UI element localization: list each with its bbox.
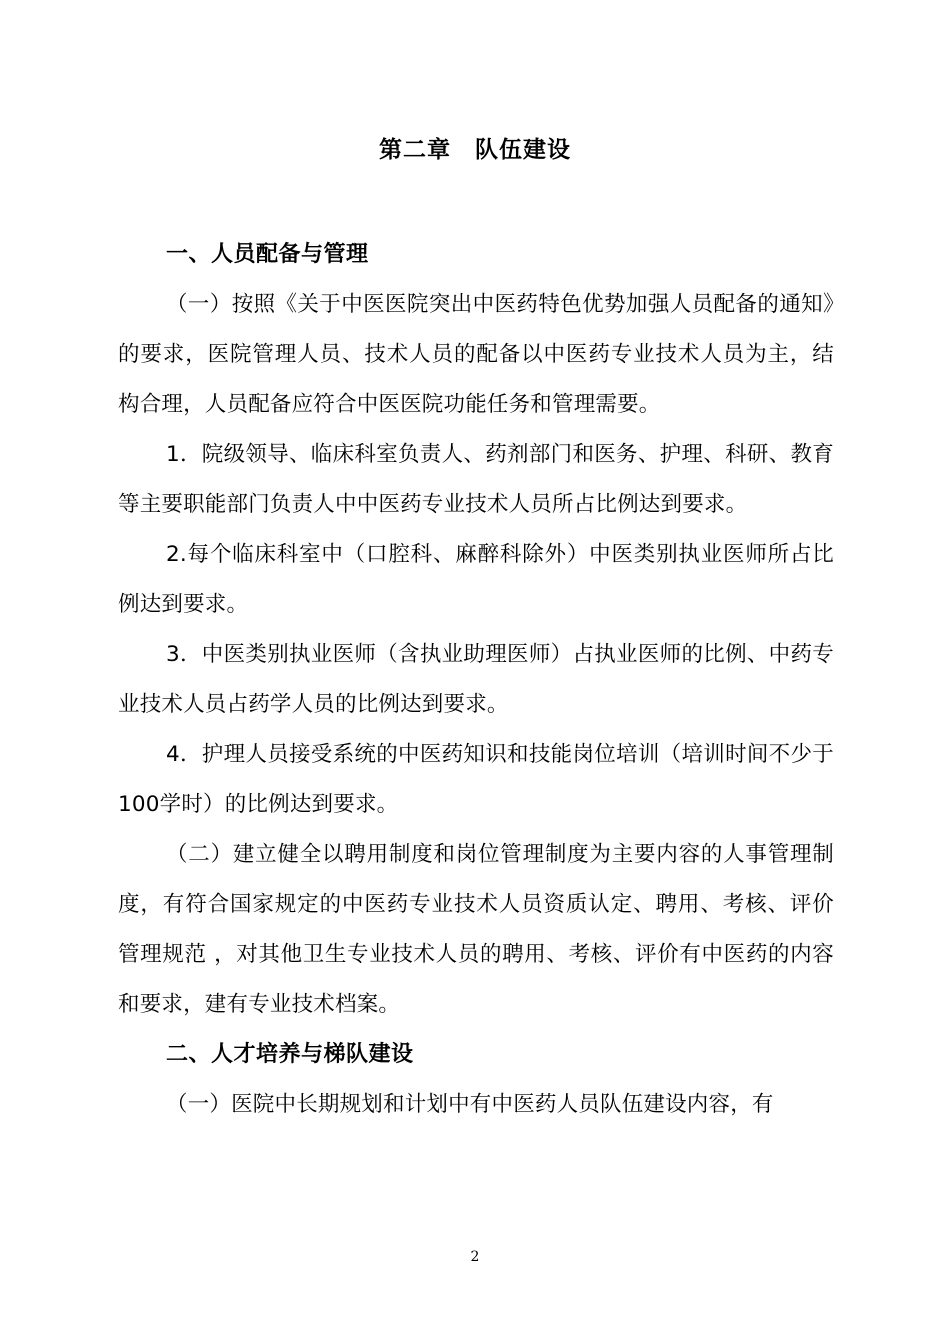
paragraph-item-4: 4．护理人员接受系统的中医药知识和技能岗位培训（培训时间不少于100学时）的比例达到要求。 [118,742,834,817]
paragraph-long-term-plan: （一）医院中长期规划和计划中有中医药人员队伍建设内容，有 [166,1092,774,1117]
page-number: 2 [470,1249,480,1265]
paragraph-staffing-notice: （一）按照《关于中医医院突出中医药特色优势加强人员配备的通知》的要求，医院管理人员、技术人员的配备以中医药专业技术人员为主，结构合理，人员配备应符合中医医院功能任务和管理需要。 [118,292,834,417]
paragraph-personnel-system: （二）建立健全以聘用制度和岗位管理制度为主要内容的人事管理制度，有符合国家规定的中医药专业技术人员资质认定、聘用、考核、评价管理规范 ，对其他卫生专业技术人员的聘用、考核、评价有中医药的内容和要求，建有专业技术档案。 [118,842,834,1017]
section-heading-talent-training: 二、人才培养与梯队建设 [166,1042,414,1067]
chapter-title: 第二章 队伍建设 [379,137,571,163]
paragraph-item-1: 1．院级领导、临床科室负责人、药剂部门和医务、护理、科研、教育等主要职能部门负责人中中医药专业技术人员所占比例达到要求。 [118,442,834,517]
paragraph-item-2: 2.每个临床科室中（口腔科、麻醉科除外）中医类别执业医师所占比例达到要求。 [118,542,834,617]
section-heading-staffing: 一、人员配备与管理 [166,242,369,267]
paragraph-item-3: 3．中医类别执业医师（含执业助理医师）占执业医师的比例、中药专业技术人员占药学人员的比例达到要求。 [118,642,834,717]
document-body [118,230,834,1130]
